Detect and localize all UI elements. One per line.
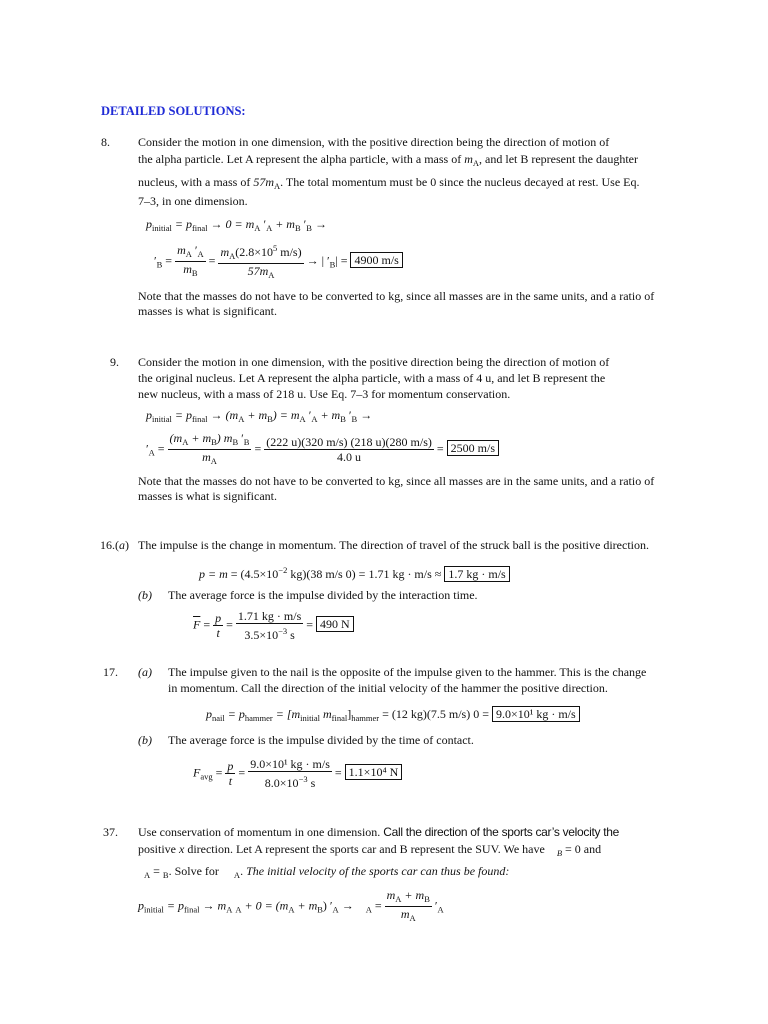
paragraph-line: nucleus, with a mass of $57m_A$. The total momentum must be 0 since the nucleus decayed at rest. Use Eq. xyxy=(138,175,640,191)
equation-impulse: $p_{nail} = p_{hammer} = [m_{initial}$ $m_{final}]_{hammer} = (12$ kg)(7.5 m/s) 0 = 9.0×10¹ kg · m/s xyxy=(206,706,580,726)
paragraph-line: 7–3, in one dimension. xyxy=(138,194,248,208)
paragraph-line: The average force is the impulse divided by the time of contact. xyxy=(168,733,474,747)
equation-momentum: $p_{initial} = p_{final} \to 0 = m_A$ $'_A + m_B$ $'_B$ → xyxy=(146,217,327,233)
equation-momentum: $p_{initial} = p_{final} \to (m_A + m_B) = m_A$ $'_A + m_B$ $'_B$ → xyxy=(146,408,373,424)
note-line: masses is what is significant. xyxy=(138,304,277,318)
part-label: (a) xyxy=(138,665,152,679)
part-label: (b) xyxy=(138,588,152,602)
equation-velocity: $'_B$ = $\frac{m_A '_A}{m_B}$ = $\frac{m_A(2.8\times 10^5 m/s)}{57m_A}$ → | $'_B| = 4900$ m/s xyxy=(154,241,403,282)
note-line: Note that the masses do not have to be converted to kg, since all masses are in the same units, and a ratio of xyxy=(138,289,655,303)
answer-box: 2500 m/s xyxy=(447,440,499,456)
answer-box: 1.7 kg · m/s xyxy=(444,566,509,582)
paragraph-line: new nucleus, with a mass of 218 u. Use Eq. 7–3 for momentum conservation. xyxy=(138,387,511,401)
answer-box: 4900 m/s xyxy=(350,252,402,268)
problem-number: 17. xyxy=(103,665,118,679)
paragraph-line: the alpha particle. Let A represent the alpha particle, with a mass of $m_A$, and let B represent the daughter xyxy=(138,152,638,168)
equation-impulse: $p = m = (4.5\times 10^{-2}$ kg)(38 m/s 0) = 1.71 kg · m/s ≈ 1.7 kg · m/s xyxy=(199,563,510,582)
problem-number: 9. xyxy=(110,355,119,369)
paragraph-line: The average force is the impulse divided by the interaction time. xyxy=(168,588,478,602)
paragraph-line: Consider the motion in one dimension, with the positive direction being the direction of motion of xyxy=(138,135,610,149)
problem-number: 8. xyxy=(101,135,110,149)
paragraph-line: the original nucleus. Let A represent the alpha particle, with a mass of 4 u, and let B represent the xyxy=(138,371,606,385)
equation-momentum: $p_{initial} = p_{final} \to m_A$ $_A + 0 = (m_A + m_B) '_A$ → $_A$ = $\frac{m_A + m_B}{m_A}$ $'_A$ xyxy=(138,888,444,923)
paragraph-line: positive x direction. Let A represent the sports car and B represent the SUV. We have $_B$ = 0 and xyxy=(138,842,602,858)
paragraph-line: Use conservation of momentum in one dimension. Call the direction of the sports car’s velocity the xyxy=(138,825,620,839)
equation-force: $\overline{F}$ = $\frac{p}{t}$ = $\frac{1.71 kg \cdot m/s}{3.5\times 10^{-3} s}$ = 490 N xyxy=(193,609,354,642)
paragraph-line: $_A$ = $_B$. Solve for $_A$. The initial velocity of the sports car can thus be found: xyxy=(144,864,510,880)
note-line: masses is what is significant. xyxy=(138,489,277,503)
answer-box: 9.0×10¹ kg · m/s xyxy=(492,706,580,722)
equation-velocity: $'_A$ = $\frac{(m_A + m_B) m_B '_B}{m_A}$ = $\frac{(222 u)(320 m/s) (218 u)(280 m/s)}{4.0 u}$ = 2500 m/s xyxy=(146,431,499,468)
paragraph-line: The impulse is the change in momentum. The direction of travel of the struck ball is the positive direction. xyxy=(138,538,649,552)
problem-number: 37. xyxy=(103,825,118,839)
answer-box: 1.1×10⁴ N xyxy=(345,764,403,780)
page-title: DETAILED SOLUTIONS: xyxy=(101,104,246,118)
paragraph-line: Consider the motion in one dimension, with the positive direction being the direction of motion of xyxy=(138,355,610,369)
note-line: Note that the masses do not have to be converted to kg, since all masses are in the same units, and a ratio of xyxy=(138,474,655,488)
answer-box: 490 N xyxy=(316,616,354,632)
paragraph-line: in momentum. Call the direction of the initial velocity of the hammer the positive direction. xyxy=(168,681,608,695)
paragraph-line: The impulse given to the nail is the opposite of the impulse given to the hammer. This is the change xyxy=(168,665,647,679)
part-label: (b) xyxy=(138,733,152,747)
equation-force: $F_{avg}$ = $\frac{p}{t}$ = $\frac{\text{9.0×10¹ kg · m/s}}{8.0\times 10^{-3} s}$ = 1.1×10⁴ N xyxy=(193,757,402,790)
problem-number: 16.(a) xyxy=(100,538,129,552)
